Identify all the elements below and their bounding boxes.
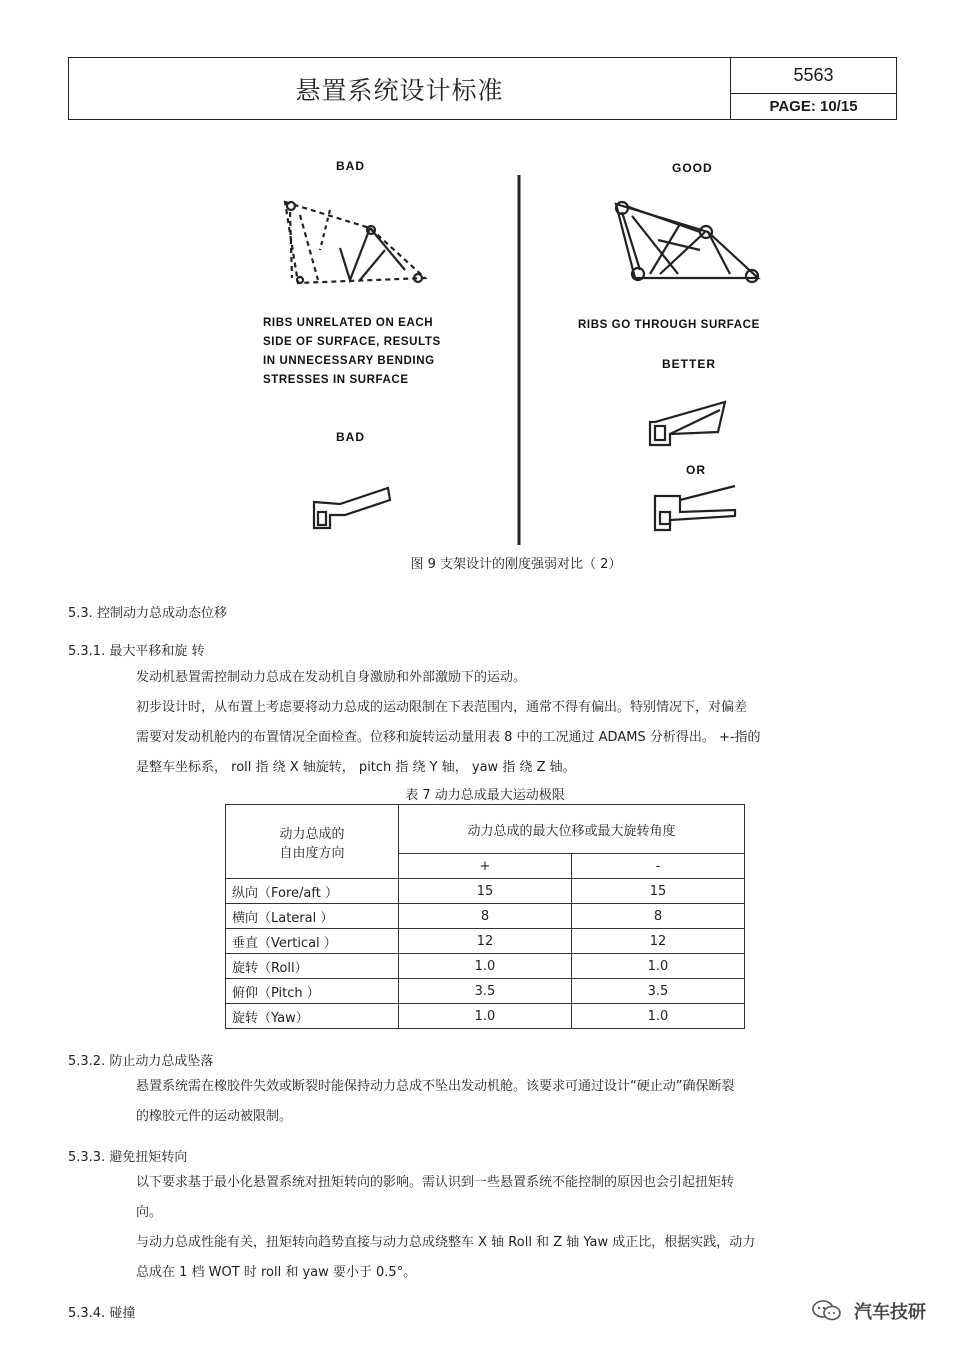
table-row: 纵向（Fore/aft ） 15 15 — [226, 879, 745, 904]
bad-label-bottom: BAD — [336, 430, 365, 444]
document-header — [68, 57, 897, 120]
good-label: GOOD — [672, 161, 713, 175]
section-5-3-4-heading: 5.3.4. 碰撞 — [68, 1306, 136, 1321]
figure-caption: 图 9 支架设计的刚度强弱对比（ 2） — [410, 557, 622, 572]
section-5-3-1-heading: 5.3.1. 最大平移和旋 转 — [68, 644, 205, 659]
better-label: BETTER — [662, 357, 716, 371]
bad-bracket-sketch — [285, 202, 425, 283]
better-bracket-sketch — [650, 402, 725, 445]
alt-bracket-sketch — [655, 486, 735, 530]
section-5-3-2-body: 悬置系统需在橡胶件失效或断裂时能保持动力总成不坠出发动机舱。该要求可通过设计“硬止动”确保断裂 的橡胶元件的运动被限制。 — [136, 1079, 735, 1124]
good-explanation: RIBS GO THROUGH SURFACE — [578, 319, 760, 331]
bad-bottom-bracket-sketch — [314, 488, 390, 528]
table-header-minus: - — [571, 854, 744, 879]
bad-explanation: RIBS UNRELATED ON EACH SIDE OF SURFACE, RESULTS IN UNNECESSARY BENDING STRESSES IN SURFACE — [263, 317, 441, 386]
table-caption: 表 7 动力总成最大运动极限 — [405, 788, 565, 803]
bad-label-top: BAD — [336, 159, 365, 173]
section-5-3-1-body: 发动机悬置需控制动力总成在发动机自身激励和外部激励下的运动。 初步设计时，从布置上考虑要将动力总成的运动限制在下表范围内，通常不得有偏出。特别情况下，对偏差 需要对发动机舱内的布置情况全面检查。位移和旋转运动量用表 8 中的工况通过 ADAMS 分析得出。 +-指的 是整车坐标系， roll 指 绕 X 轴旋转， pitch 指 绕 Y 轴， yaw 指 绕 Z 轴。 — [136, 670, 761, 775]
document-number: 5563 — [731, 58, 896, 94]
table-header-plus: + — [399, 854, 572, 879]
section-5-3-3-heading: 5.3.3. 避免扭矩转向 — [68, 1150, 188, 1165]
good-bracket-sketch — [616, 202, 758, 282]
section-5-3-2-heading: 5.3.2. 防止动力总成坠落 — [68, 1054, 214, 1069]
table-row: 垂直（Vertical ） 12 12 — [226, 929, 745, 954]
chat-bubble-icon — [812, 1299, 842, 1328]
table-row: 旋转（Roll） 1.0 1.0 — [226, 954, 745, 979]
table-header-limits: 动力总成的最大位移或最大旋转角度 — [399, 805, 745, 854]
document-title: 悬置系统设计标准 — [69, 58, 731, 119]
motion-limits-table — [225, 804, 745, 1029]
section-5-3-3-body: 以下要求基于最小化悬置系统对扭矩转向的影响。需认识到一些悬置系统不能控制的原因也会引起扭矩转 向。 与动力总成性能有关，扭矩转向趋势直接与动力总成绕整车 X 轴 Roll 和 Z 轴 Yaw 成正比，根据实践，动力 总成在 1 档 WOT 时 roll 和 yaw 要小于 0.5°。 — [136, 1175, 756, 1280]
or-label: OR — [686, 463, 706, 477]
bracket-design-figure — [0, 140, 956, 550]
section-5-3-heading: 5.3. 控制动力总成动态位移 — [68, 606, 227, 621]
table-header-direction: 动力总成的 自由度方向 — [226, 805, 399, 879]
table-row: 横向（Lateral ） 8 8 — [226, 904, 745, 929]
table-row: 旋转（Yaw） 1.0 1.0 — [226, 1004, 745, 1029]
table-row: 俯仰（Pitch ） 3.5 3.5 — [226, 979, 745, 1004]
page-indicator: PAGE: 10/15 — [769, 98, 858, 115]
watermark: 汽车技研 — [812, 1298, 926, 1328]
